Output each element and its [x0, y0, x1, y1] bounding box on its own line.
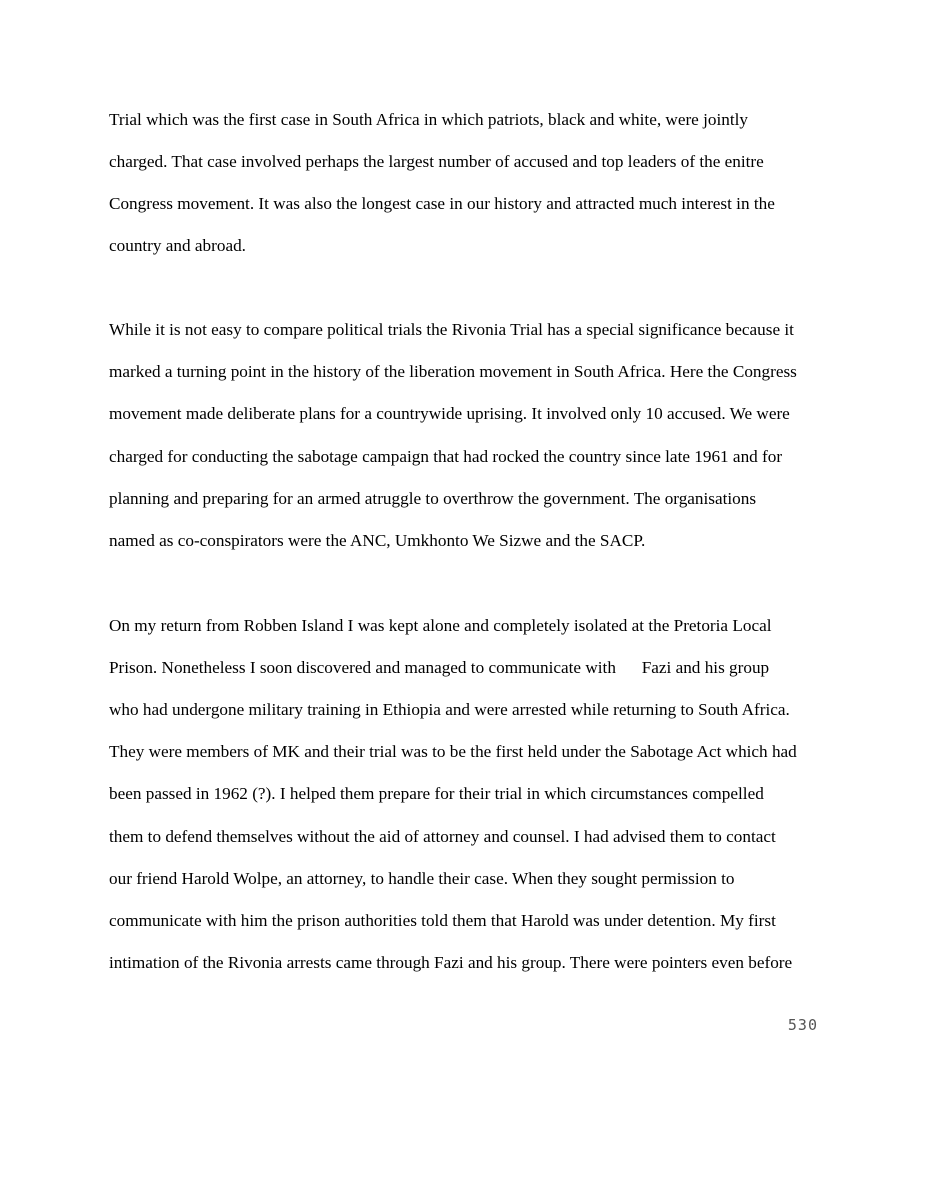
paragraph-3-line-7: our friend Harold Wolpe, an attorney, to handle their case. When they sought permission to: [109, 869, 735, 888]
paragraph-2-line-4: charged for conducting the sabotage campaign that had rocked the country since late 1961 and for: [109, 447, 783, 466]
paragraph-2-line-1: While it is not easy to compare political trials the Rivonia Trial has a special significance because it: [109, 320, 794, 339]
paragraph-1-line-3: Congress movement. It was also the longest case in our history and attracted much interest in the: [109, 194, 775, 213]
paragraph-1-line-4: country and abroad.: [109, 236, 246, 255]
page-number: 530: [787, 1016, 818, 1034]
paragraph-3-line-3: who had undergone military training in Ethiopia and were arrested while returning to South Africa.: [109, 700, 790, 719]
paragraph-3-line-4: They were members of MK and their trial was to be the first held under the Sabotage Act which had: [109, 742, 797, 761]
paragraph-3-line-8: communicate with him the prison authorities told them that Harold was under detention. My first: [109, 911, 776, 930]
paragraph-2-line-2: marked a turning point in the history of the liberation movement in South Africa. Here the Congress: [109, 362, 797, 381]
paragraph-1-line-1: Trial which was the first case in South Africa in which patriots, black and white, were jointly: [109, 110, 748, 129]
paragraph-2-line-3: movement made deliberate plans for a countrywide uprising. It involved only 10 accused. We were: [109, 404, 790, 423]
paragraph-1-line-2: charged. That case involved perhaps the largest number of accused and top leaders of the enitre: [109, 152, 764, 171]
paragraph-2-line-6: named as co-conspirators were the ANC, Umkhonto We Sizwe and the SACP.: [109, 531, 646, 550]
paragraph-3-line-9: intimation of the Rivonia arrests came through Fazi and his group. There were pointers even before: [109, 953, 793, 972]
paragraph-3-line-2: Prison. Nonetheless I soon discovered and managed to communicate with Fazi and his group: [109, 658, 770, 677]
paragraph-3-line-6: them to defend themselves without the aid of attorney and counsel. I had advised them to contact: [109, 827, 776, 846]
paragraph-3-line-1: On my return from Robben Island I was kept alone and completely isolated at the Pretoria Local: [109, 616, 772, 635]
paragraph-3-line-5: been passed in 1962 (?). I helped them prepare for their trial in which circumstances compelled: [109, 784, 764, 803]
paragraph-2-line-5: planning and preparing for an armed atruggle to overthrow the government. The organisations: [109, 489, 757, 508]
